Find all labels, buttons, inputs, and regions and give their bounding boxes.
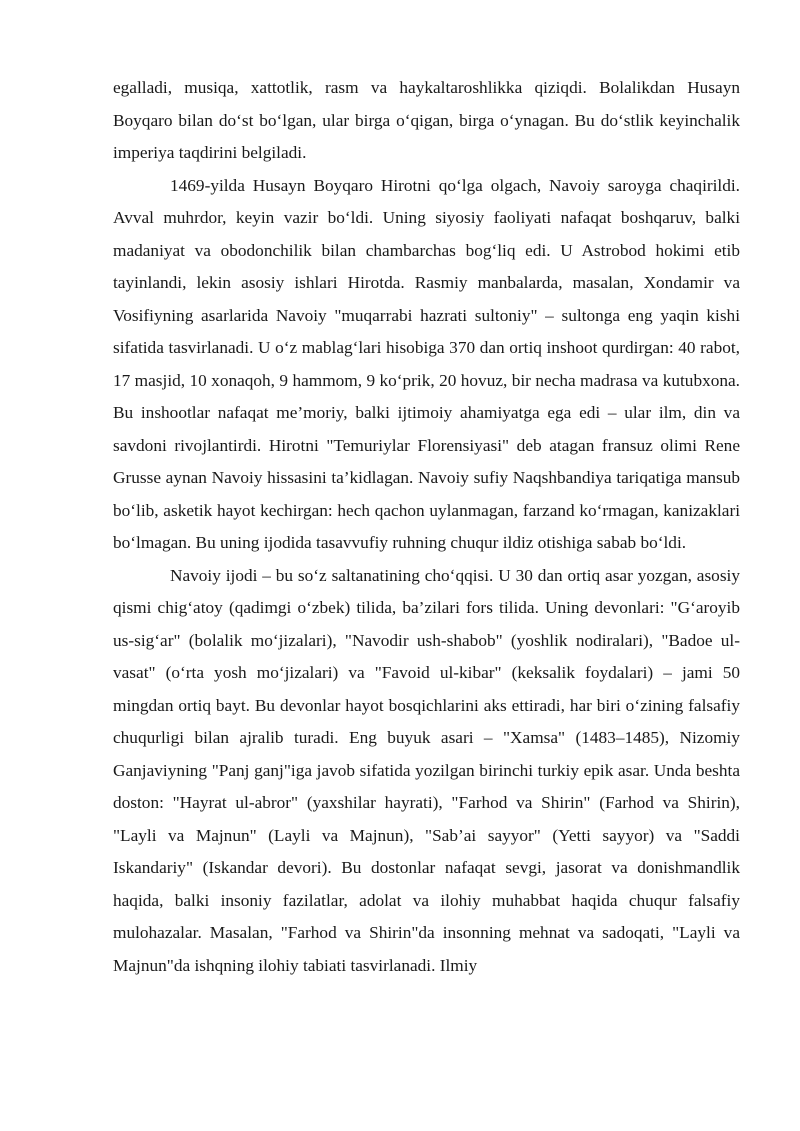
- paragraph-career: 1469-yilda Husayn Boyqaro Hirotni qo‘lga olgach, Navoiy saroyga chaqirildi. Avval muhrdor, keyin vazir bo‘ldi. Uning siyosiy faoliyati nafaqat boshqaruv, balki madaniyat va obodonchilik bilan chambarchas bog‘liq edi. U Astrobod hokimi etib tayinlandi, lekin asosiy ishlari Hirotda. Rasmiy manbalarda, masalan, Xondamir va Vosifiyning asarlarida Navoiy "muqarrabi hazrati sultoniy" – sultonga eng yaqin kishi sifatida tasvirlanadi. U o‘z mablag‘lari hisobiga 370 dan ortiq inshoot qurdirgan: 40 rabot, 17 masjid, 10 xonaqoh, 9 hammom, 9 ko‘prik, 20 hovuz, bir necha madrasa va kutubxona. Bu inshootlar nafaqat me’moriy, balki ijtimoiy ahamiyatga ega edi – ular ilm, din va savdoni rivojlantirdi. Hirotni "Temuriylar Florensiyasi" deb atagan fransuz olimi Rene Grusse aynan Navoiy hissasini ta’kidlagan. Navoiy sufiy Naqshbandiya tariqatiga mansub bo‘lib, asketik hayot kechirgan: hech qachon uylanmagan, farzand ko‘rmagan, kanizaklari bo‘lmagan. Bu uning ijodida tasavvufiy ruhning chuqur ildiz otishiga sabab bo‘ldi.: [113, 175, 740, 552]
- paragraph-works: Navoiy ijodi – bu so‘z saltanatining cho‘qqisi. U 30 dan ortiq asar yozgan, asosiy qismi chig‘atoy (qadimgi o‘zbek) tilida, ba’zilari fors tilida. Uning devonlari: "G‘aroyib us-sig‘ar" (bolalik mo‘jizalari), "Navodir ush-shabob" (yoshlik nodiralari), "Badoe ul-vasat" (o‘rta yosh mo‘jizalari) va "Favoid ul-kibar" (keksalik foydalari) – jami 50 mingdan ortiq bayt. Bu devonlar hayot bosqichlarini aks ettiradi, har biri o‘zining falsafiy chuqurligi bilan ajralib turadi. Eng buyuk asari – "Xamsa" (1483–1485), Nizomiy Ganjaviyning "Panj ganj"iga javob sifatida yozilgan birinchi turkiy epik asar. Unda beshta doston: "Hayrat ul-abror" (yaxshilar hayrati), "Farhod va Shirin" (Farhod va Shirin), "Layli va Majnun" (Layli va Majnun), "Sab’ai sayyor" (Yetti sayyor) va "Saddi Iskandariy" (Iskandar devori). Bu dostonlar nafaqat sevgi, jasorat va donishmandlik haqida, balki insoniy fazilatlar, adolat va ilohiy muhabbat haqida chuqur falsafiy mulohazalar. Masalan, "Farhod va Shirin"da insonning mehnat va sadoqati, "Layli va Majnun"da ishqning ilohiy tabiati tasvirlanadi. Ilmiy: [113, 565, 740, 975]
- paragraph-continuation: egalladi, musiqa, xattotlik, rasm va haykaltaroshlikka qiziqdi. Bolalikdan Husayn Boyqaro bilan do‘st bo‘lgan, ular birga o‘qigan, birga o‘ynagan. Bu do‘stlik keyinchalik imperiya taqdirini belgiladi.: [113, 78, 740, 162]
- body-text: [113, 72, 740, 982]
